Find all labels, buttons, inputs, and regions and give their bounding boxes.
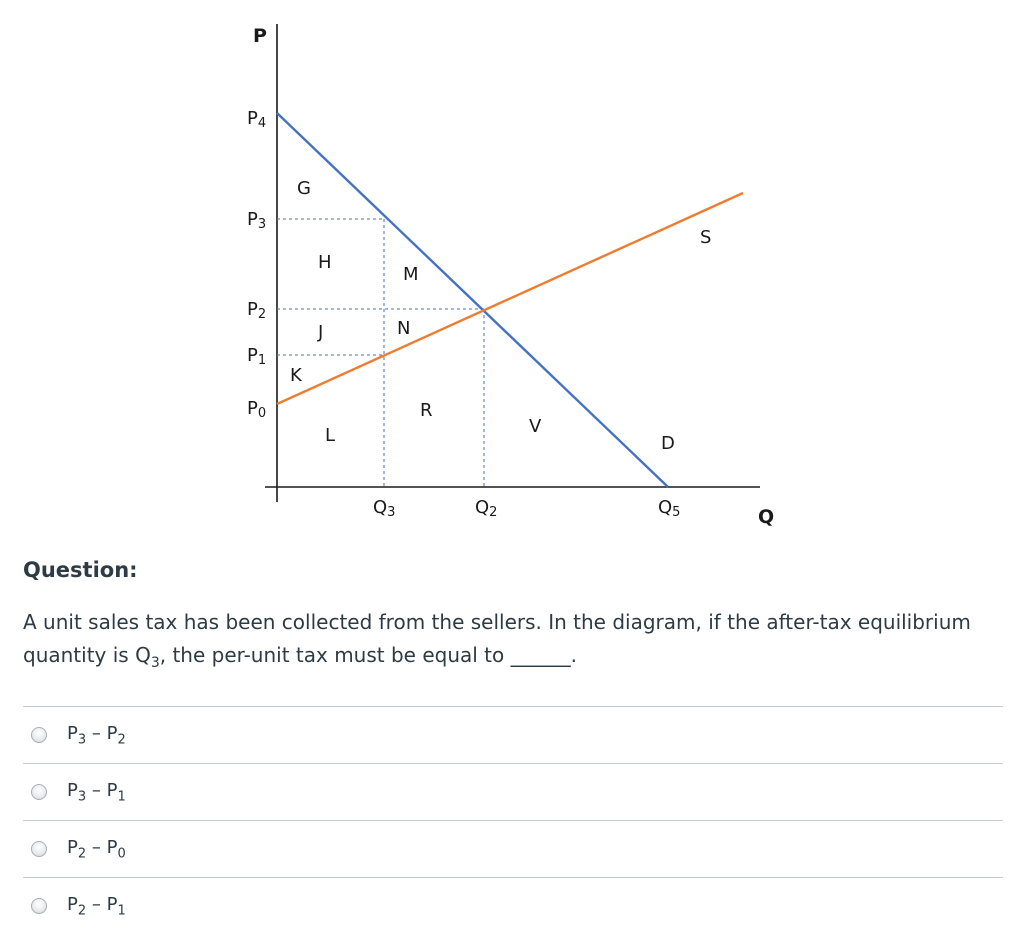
question-text-subscript: 3	[150, 655, 160, 671]
region-label-j: J	[318, 322, 324, 343]
region-label-n: N	[397, 318, 411, 339]
answer-term-a: P	[67, 779, 78, 801]
answer-term-a-sub: 3	[77, 789, 87, 805]
price-label-base: P	[247, 345, 258, 366]
quantity-label-base: Q	[373, 497, 388, 518]
answer-separator: –	[86, 836, 107, 858]
answer-option-2[interactable]	[23, 763, 1003, 820]
question-text	[23, 606, 983, 680]
question-text-line2-end: , the per-unit tax must be equal to ______.	[159, 643, 577, 667]
demand-curve	[277, 113, 668, 487]
supply-curve	[277, 193, 743, 404]
answer-separator: –	[86, 893, 107, 915]
price-label-p0	[247, 398, 266, 421]
quantity-label-sub: 5	[672, 505, 681, 520]
price-label-base: P	[247, 108, 258, 129]
quantity-axis-label: Q	[758, 506, 775, 528]
demand-curve-label: D	[661, 433, 675, 454]
supply-curve-label: S	[700, 227, 712, 248]
answer-term-a-sub: 3	[77, 732, 87, 748]
answer-list	[23, 706, 1003, 934]
answer-term-a: P	[67, 722, 78, 744]
answer-option-4[interactable]	[23, 877, 1003, 934]
quantity-label-base: Q	[658, 497, 673, 518]
price-label-sub: 3	[257, 217, 267, 232]
question-text-line2-start: quantity is Q	[23, 643, 151, 667]
answer-term-b: P	[106, 893, 118, 915]
region-label-g: G	[297, 178, 311, 199]
region-label-m: M	[403, 264, 419, 285]
region-label-k: K	[290, 365, 302, 386]
question-text-line1: A unit sales tax has been collected from the sellers. In the diagram, if the after-tax equilibrium	[23, 610, 971, 634]
region-label-r: R	[420, 400, 433, 421]
price-label-p3	[247, 209, 266, 232]
answer-term-b-sub: 1	[117, 903, 126, 919]
quantity-label-q5	[658, 497, 680, 520]
price-label-base: P	[247, 398, 258, 419]
price-label-base: P	[247, 209, 258, 230]
region-label-h: H	[318, 252, 332, 273]
radio-button[interactable]	[31, 898, 47, 914]
answer-label	[67, 837, 126, 862]
answer-term-a: P	[67, 836, 78, 858]
region-label-l: L	[325, 425, 336, 446]
radio-button[interactable]	[31, 727, 47, 743]
price-label-p1	[247, 345, 266, 368]
answer-option-1[interactable]	[23, 706, 1003, 763]
radio-button[interactable]	[31, 784, 47, 800]
answer-label	[67, 894, 126, 919]
quantity-label-q3	[373, 497, 395, 520]
answer-term-a-sub: 2	[77, 903, 87, 919]
answer-label	[67, 723, 126, 748]
question-heading: Question:	[23, 558, 138, 582]
quantity-label-sub: 2	[489, 505, 498, 520]
answer-term-b: P	[106, 779, 118, 801]
price-label-p2	[247, 299, 266, 322]
answer-term-b: P	[106, 722, 118, 744]
answer-separator: –	[86, 722, 107, 744]
price-label-sub: 2	[257, 307, 267, 322]
answer-option-3[interactable]	[23, 820, 1003, 877]
answer-term-b-sub: 0	[117, 846, 126, 862]
price-label-sub: 0	[257, 406, 267, 421]
quantity-label-base: Q	[475, 497, 490, 518]
price-label-p4	[247, 108, 266, 131]
answer-label	[67, 780, 126, 805]
answer-term-a: P	[67, 893, 78, 915]
answer-term-b: P	[106, 836, 118, 858]
price-label-base: P	[247, 299, 258, 320]
quantity-label-sub: 3	[387, 505, 396, 520]
price-label-sub: 1	[257, 353, 267, 368]
price-axis-label: P	[253, 25, 267, 47]
region-label-v: V	[529, 416, 542, 437]
quantity-label-q2	[475, 497, 497, 520]
answer-term-a-sub: 2	[77, 846, 87, 862]
answer-separator: –	[86, 779, 107, 801]
answer-term-b-sub: 2	[117, 732, 126, 748]
price-label-sub: 4	[257, 116, 267, 131]
radio-button[interactable]	[31, 841, 47, 857]
answer-term-b-sub: 1	[117, 789, 126, 805]
